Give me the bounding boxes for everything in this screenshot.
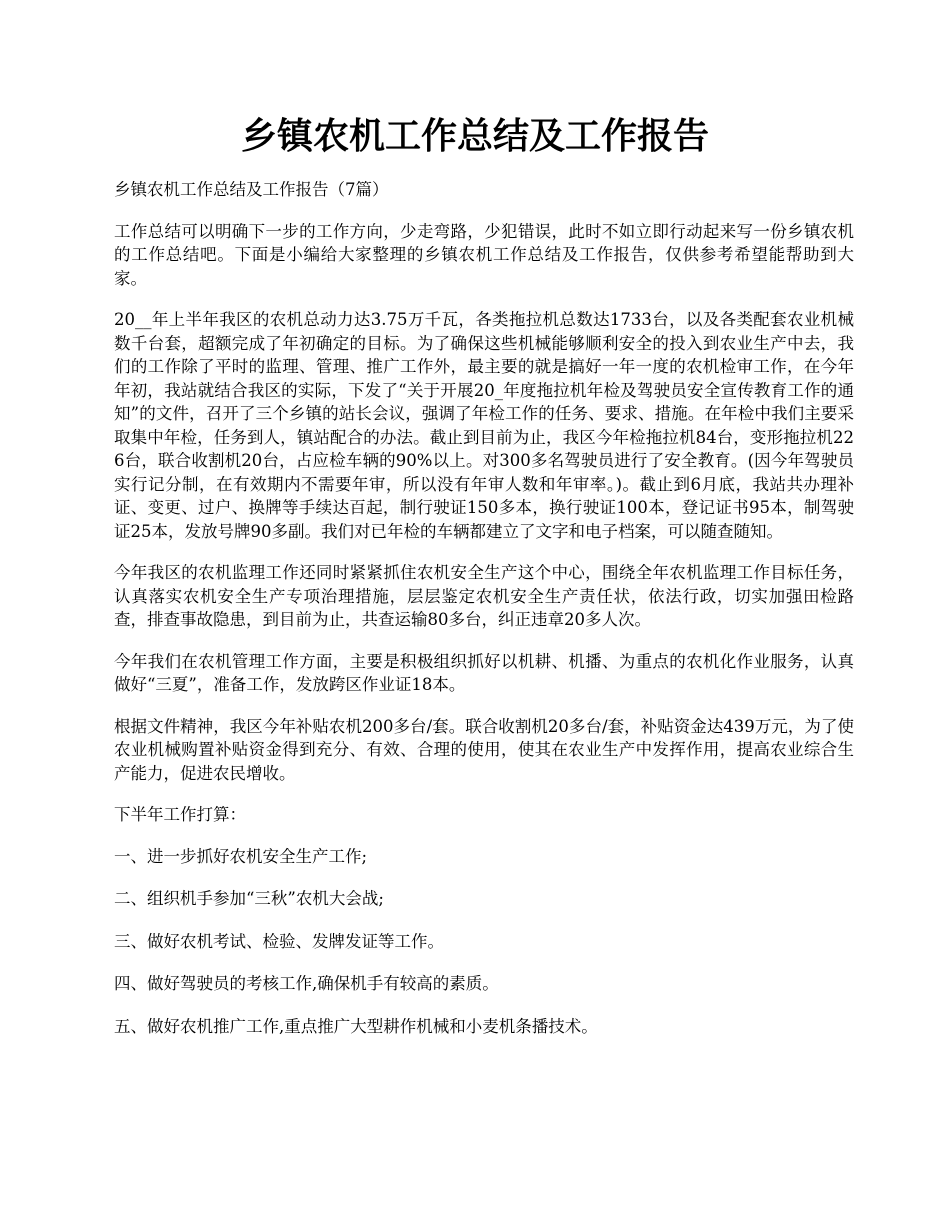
plan-item-2: 二、组织机手参加“三秋”农机大会战; [114,889,384,908]
paragraph-intro: 工作总结可以明确下一步的工作方向，少走弯路，少犯错误，此时不如立即行动起来写一份乡镇农机的工作总结吧。下面是小编给大家整理的乡镇农机工作总结及工作报告，仅供参考希望能帮助到大家。 [114,221,854,288]
plan-item-3: 三、做好农机考试、检验、发牌发证等工作。 [114,931,444,951]
plan-item-4: 四、做好驾驶员的考核工作,确保机手有较高的素质。 [114,974,499,993]
paragraph-management: 今年我们在农机管理工作方面，主要是积极组织抓好以机耕、机播、为重点的农机化作业服务，认真做好“三夏”，准备工作，发放跨区作业证18本。 [114,651,854,694]
paragraph-plan-heading: 下半年工作打算： [114,805,246,824]
paragraph-safety: 今年我区的农机监理工作还同时紧紧抓住农机安全生产这个中心，围绕全年农机监理工作目标任务，认真落实农机安全生产专项治理措施，层层鉴定农机安全生产责任状，依法行政，切实加强田检路查，排查事故隐患，到目前为止，共查运输80多台，纠正违章20多人次。 [114,563,854,629]
plan-item-5: 五、做好农机推广工作,重点推广大型耕作机械和小麦机条播技术。 [114,1016,598,1036]
paragraph-subsidy: 根据文件精神，我区今年补贴农机200多台/套。联合收割机20多台/套，补贴资金达439万元，为了使农业机械购置补贴资金得到充分、有效、合理的使用，使其在农业生产中发挥作用，提高农业综合生产能力，促进农民增收。 [114,716,854,783]
paragraph-inspection: 20__年上半年我区的农机总动力达3.75万千瓦，各类拖拉机总数达1733台，以及各类配套农业机械数千台套，超额完成了年初确定的目标。为了确保这些机械能够顺利安全的投入到农业生产中去，我们的工作除了平时的监理、管理、推广工作外，最主要的就是搞好一年一度的农机检审工作，在今年年初，我站就结合我区的实际，下发了“关于开展20_年度拖拉机年检及驾驶员安全宣传教育工作的通知”的文件，召开了三个乡镇的站长会议，强调了年检工作的任务、要求、措施。在年检中我们主要采取集中年检，任务到人，镇站配合的办法。截止到目前为止，我区今年检拖拉机84台，变形拖拉机226台，联合收割机20台，占应检车辆的90%以上。对300多名驾驶员进行了安全教育。(因今年驾驶员实行记分制，在有效期内不需要年审，所以没有年审人数和年审率。)。截止到6月底，我站共办理补证、变更、过户、换牌等手续达百起，制行驶证150多本，换行驶证100本，登记证书95本，制驾驶证25本，发放号牌90多副。我们对已年检的车辆都建立了文字和电子档案，可以随查随知。 [114,310,854,541]
page-title: 乡镇农机工作总结及工作报告 [240,115,709,157]
plan-item-1: 一、进一步抓好农机安全生产工作; [114,846,368,866]
document-body [114,178,854,1057]
document-subtitle: 乡镇农机工作总结及工作报告（7篇） [114,180,389,199]
